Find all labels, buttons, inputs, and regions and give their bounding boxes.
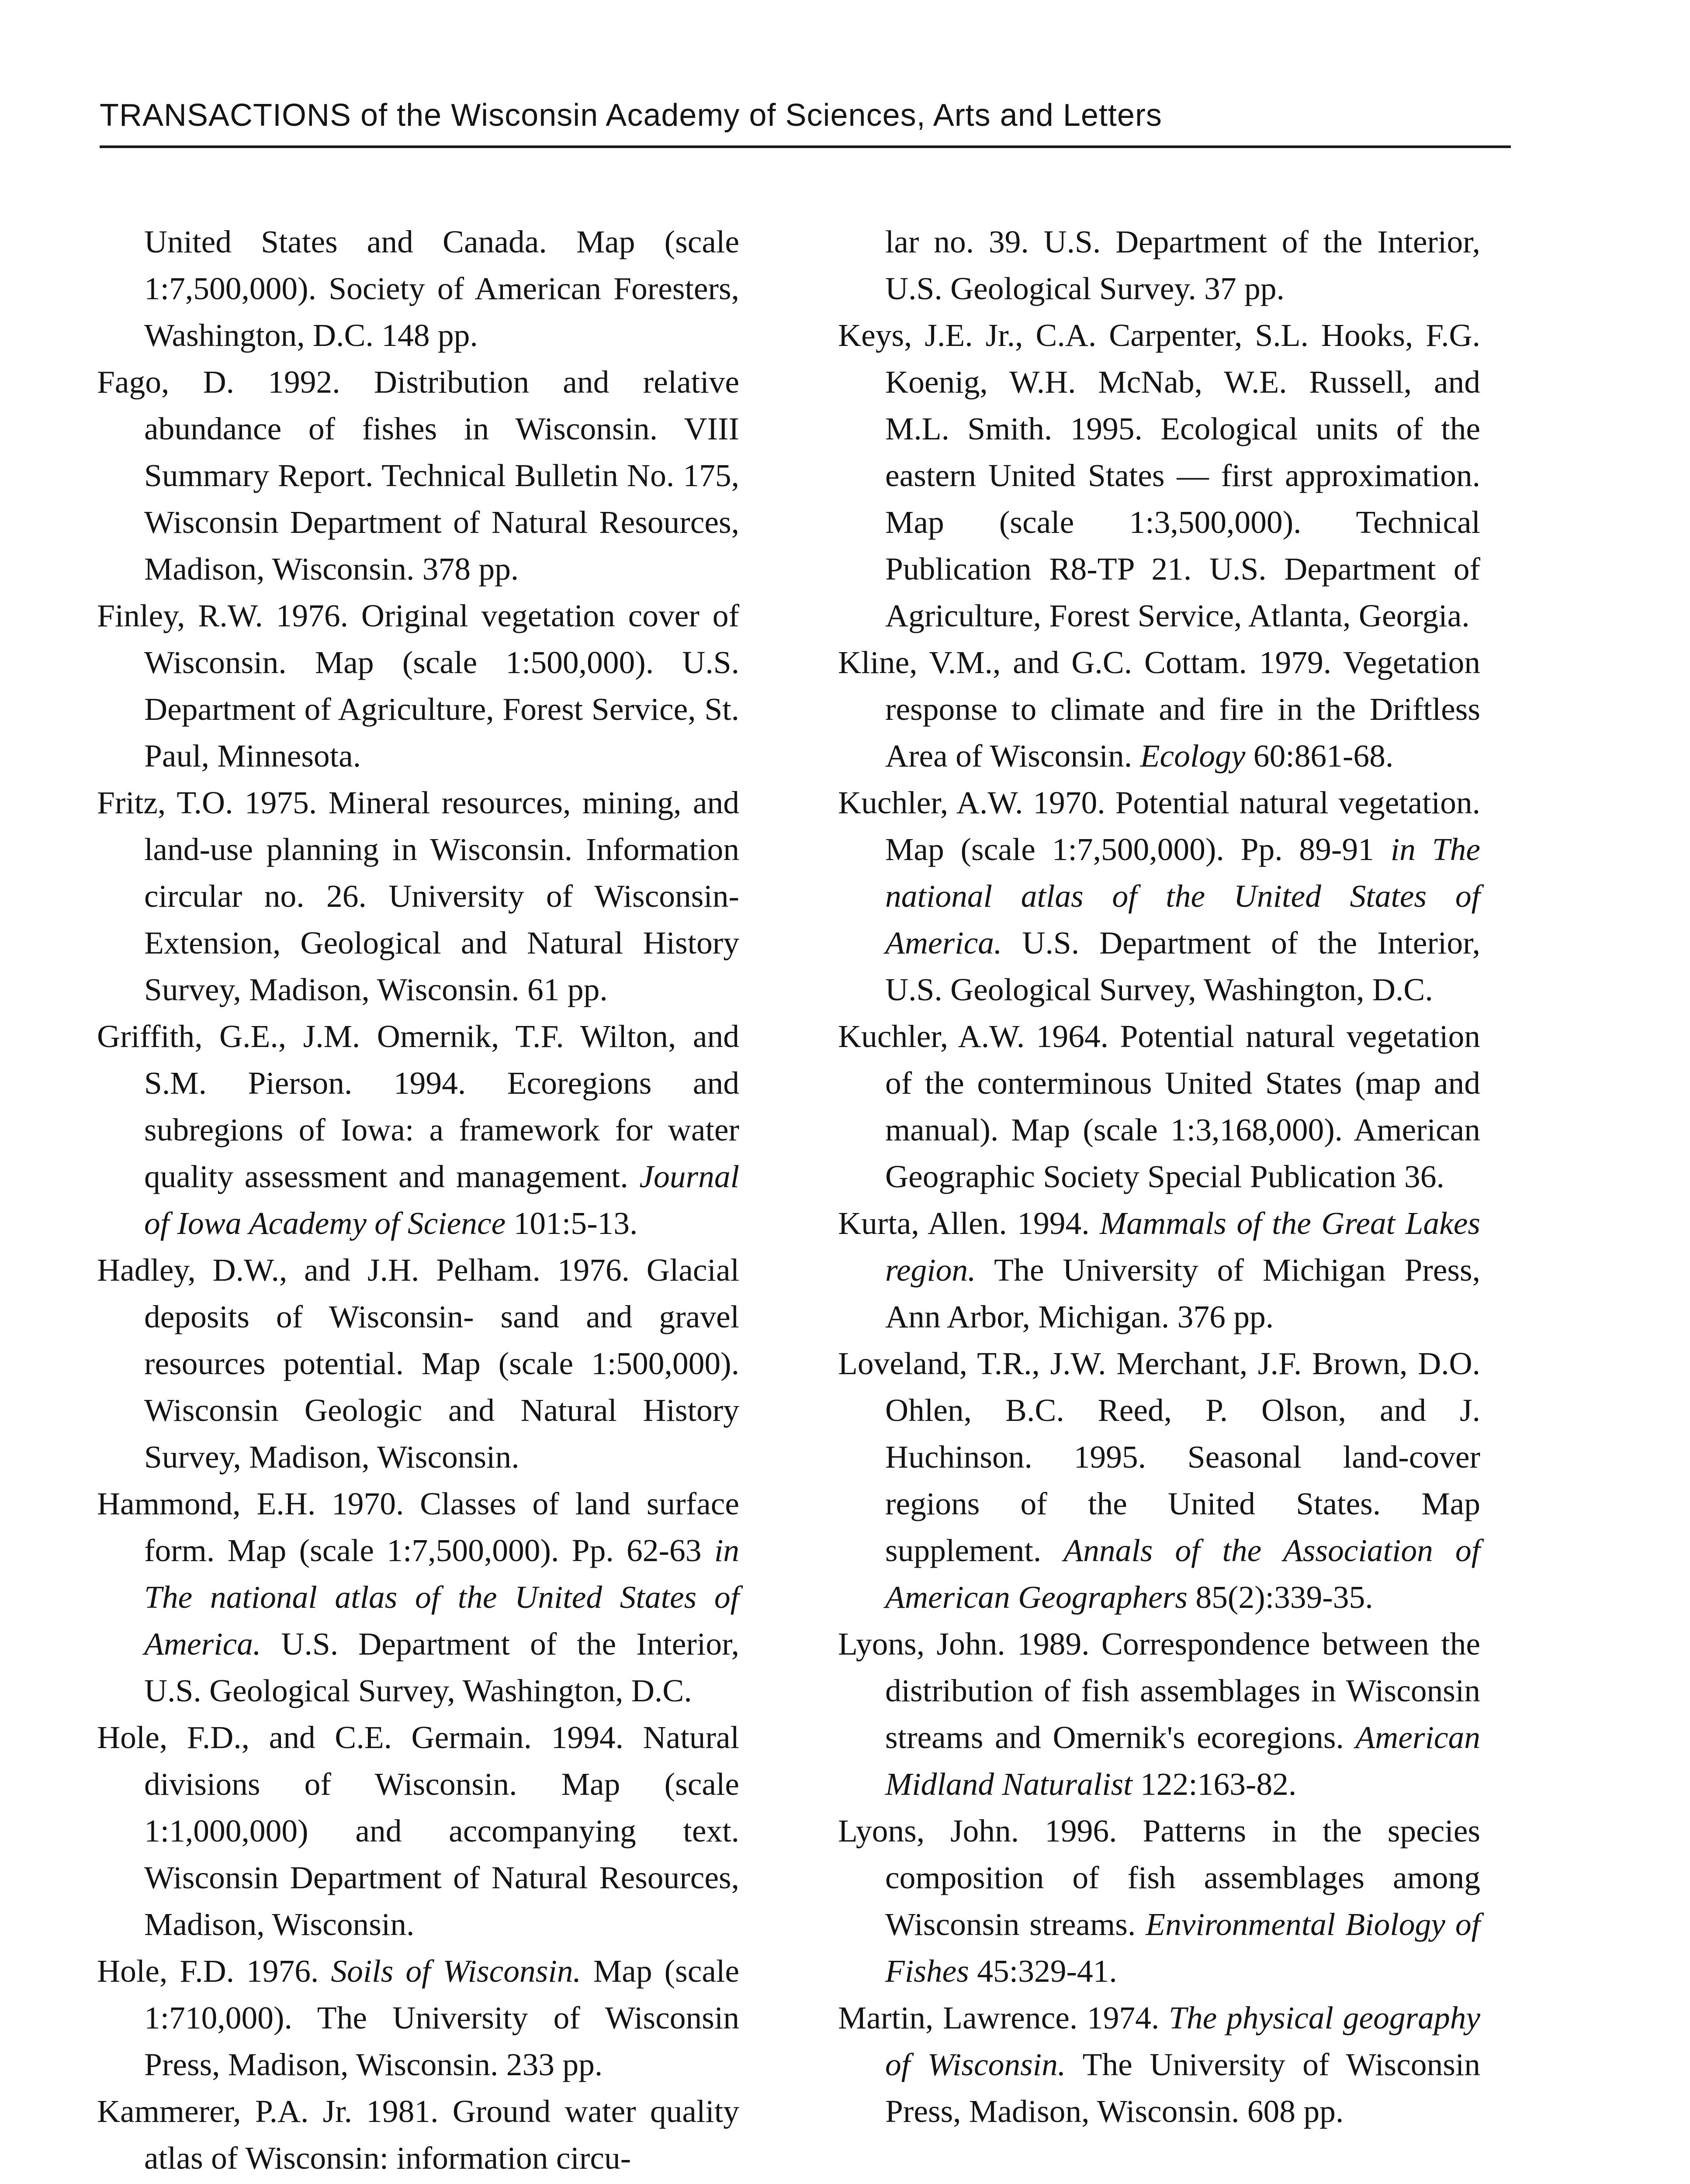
reference-text: Martin, Lawrence. 1974.: [838, 2000, 1169, 2035]
reference-text: The University of Michigan Press, Ann Arbor, Michigan. 376 pp.: [885, 1252, 1480, 1334]
reference-entry: [97, 1480, 739, 1714]
reference-title-italic: Annals of the Association of American Geographers: [885, 1533, 1480, 1615]
reference-entry: [838, 1807, 1480, 1994]
reference-text: Keys, J.E. Jr., C.A. Carpenter, S.L. Hooks, F.G. Koenig, W.H. McNab, W.E. Russell, and M.L. Smith. 1995. Ecological units of the eastern United States — first approximation. Map (scale 1:3,500,000). Technical Publication R8-TP 21. U.S. Department of Agriculture, Forest Service, Atlanta, Georgia.: [838, 318, 1480, 633]
reference-text: Fago, D. 1992. Distribution and relative abundance of fishes in Wisconsin. VIII Summary Report. Technical Bulletin No. 175, Wisconsin Department of Natural Resources, Madison, Wisconsin. 378 pp.: [97, 364, 739, 587]
reference-text: Lyons, John. 1996. Patterns in the species composition of fish assemblages among Wisconsin streams.: [838, 1813, 1480, 1942]
reference-text: Kuchler, A.W. 1970. Potential natural vegetation. Map (scale 1:7,500,000). Pp. 89-91: [838, 785, 1480, 867]
reference-entry: [97, 779, 739, 1013]
reference-entry: [838, 312, 1480, 639]
reference-entry: [838, 639, 1480, 779]
reference-entry: [838, 1013, 1480, 1200]
reference-text: Hadley, D.W., and J.H. Pelham. 1976. Glacial deposits of Wisconsin- sand and gravel resources potential. Map (scale 1:500,000). Wisconsin Geologic and Natural History Survey, Madison, Wisconsin.: [97, 1252, 739, 1475]
reference-text: United States and Canada. Map (scale 1:7,500,000). Society of American Foresters, Washington, D.C. 148 pp.: [144, 224, 739, 353]
reference-title-italic: The physical geography of Wisconsin.: [885, 2000, 1480, 2082]
reference-title-italic: American Midland Naturalist: [885, 1720, 1480, 1802]
reference-text: Kurta, Allen. 1994.: [838, 1206, 1100, 1241]
reference-entry: [838, 1621, 1480, 1807]
left-column: [97, 218, 739, 2181]
reference-title-italic: in The national atlas of the United States of America.: [144, 1533, 739, 1662]
reference-title-italic: Ecology: [1140, 738, 1246, 774]
reference-title-italic: Environmental Biology of Fishes: [885, 1907, 1480, 1989]
reference-entry: [838, 1994, 1480, 2135]
reference-text: Kammerer, P.A. Jr. 1981. Ground water quality atlas of Wisconsin: information circu-: [97, 2094, 739, 2176]
reference-continuation: [97, 218, 739, 359]
reference-title-italic: Journal of Iowa Academy of Science: [144, 1159, 739, 1241]
reference-title-italic: in The national atlas of the United States of America.: [885, 832, 1480, 961]
reference-text: The University of Wisconsin Press, Madison, Wisconsin. 608 pp.: [885, 2047, 1481, 2129]
reference-entry: [97, 1714, 739, 1948]
right-column: [838, 218, 1480, 2135]
reference-entry: [97, 1013, 739, 1247]
running-header: TRANSACTIONS of the Wisconsin Academy of Sciences, Arts and Letters: [100, 98, 1162, 133]
reference-text: Hammond, E.H. 1970. Classes of land surface form. Map (scale 1:7,500,000). Pp. 62-63: [97, 1486, 739, 1568]
reference-text: Lyons, John. 1989. Correspondence between the distribution of fish assemblages in Wisconsin streams and Omernik's ecoregions.: [838, 1626, 1480, 1755]
reference-entry: [97, 1948, 739, 2088]
reference-list: [97, 359, 739, 2181]
reference-list: [838, 312, 1480, 2135]
reference-title-italic: Mammals of the Great Lakes region.: [885, 1206, 1480, 1288]
reference-entry: [97, 1247, 739, 1480]
reference-text: U.S. Department of the Interior, U.S. Geological Survey, Washington, D.C.: [885, 925, 1480, 1007]
reference-text: 101:5-13.: [506, 1206, 638, 1241]
reference-text: U.S. Department of the Interior, U.S. Geological Survey, Washington, D.C.: [144, 1626, 739, 1708]
reference-text: Map (scale 1:710,000). The University of Wisconsin Press, Madison, Wisconsin. 233 pp.: [144, 1953, 739, 2082]
reference-entry: [838, 779, 1480, 1013]
reference-text: Kuchler, A.W. 1964. Potential natural vegetation of the conterminous United States (map and manual). Map (scale 1:3,168,000). American Geographic Society Special Publication 36.: [838, 1019, 1480, 1194]
reference-text: Hole, F.D. 1976.: [97, 1953, 331, 1989]
reference-text: Griffith, G.E., J.M. Omernik, T.F. Wilton, and S.M. Pierson. 1994. Ecoregions and subregions of Iowa: a framework for water quality assessment and management.: [97, 1019, 739, 1194]
reference-continuation: [838, 218, 1480, 312]
reference-text: 45:329-41.: [969, 1953, 1117, 1989]
reference-text: Hole, F.D., and C.E. Germain. 1994. Natural divisions of Wisconsin. Map (scale 1:1,000,000) and accompanying text. Wisconsin Department of Natural Resources, Madison, Wisconsin.: [97, 1720, 739, 1942]
reference-text: Loveland, T.R., J.W. Merchant, J.F. Brown, D.O. Ohlen, B.C. Reed, P. Olson, and J. Huchinson. 1995. Seasonal land-cover regions of the United States. Map supplement.: [838, 1346, 1480, 1568]
reference-text: lar no. 39. U.S. Department of the Interior, U.S. Geological Survey. 37 pp.: [885, 224, 1480, 306]
header-rule: [100, 145, 1511, 148]
reference-text: Finley, R.W. 1976. Original vegetation cover of Wisconsin. Map (scale 1:500,000). U.S. Department of Agriculture, Forest Service, St. Paul, Minnesota.: [97, 598, 739, 774]
reference-text: Fritz, T.O. 1975. Mineral resources, mining, and land-use planning in Wisconsin. Information circular no. 26. University of Wisconsin-Extension, Geological and Natural History Survey, Madison, Wisconsin. 61 pp.: [97, 785, 739, 1007]
reference-entry: [97, 359, 739, 592]
reference-entry: [838, 1340, 1480, 1621]
reference-title-italic: Soils of Wisconsin.: [331, 1953, 581, 1989]
reference-entry: [97, 2088, 739, 2181]
reference-text: Kline, V.M., and G.C. Cottam. 1979. Vegetation response to climate and fire in the Driftless Area of Wisconsin.: [838, 645, 1480, 774]
reference-entry: [838, 1200, 1480, 1340]
reference-entry: [97, 592, 739, 779]
reference-text: 122:163-82.: [1132, 1766, 1297, 1802]
reference-text: 85(2):339-35.: [1188, 1579, 1373, 1615]
reference-text: 60:861-68.: [1245, 738, 1394, 774]
